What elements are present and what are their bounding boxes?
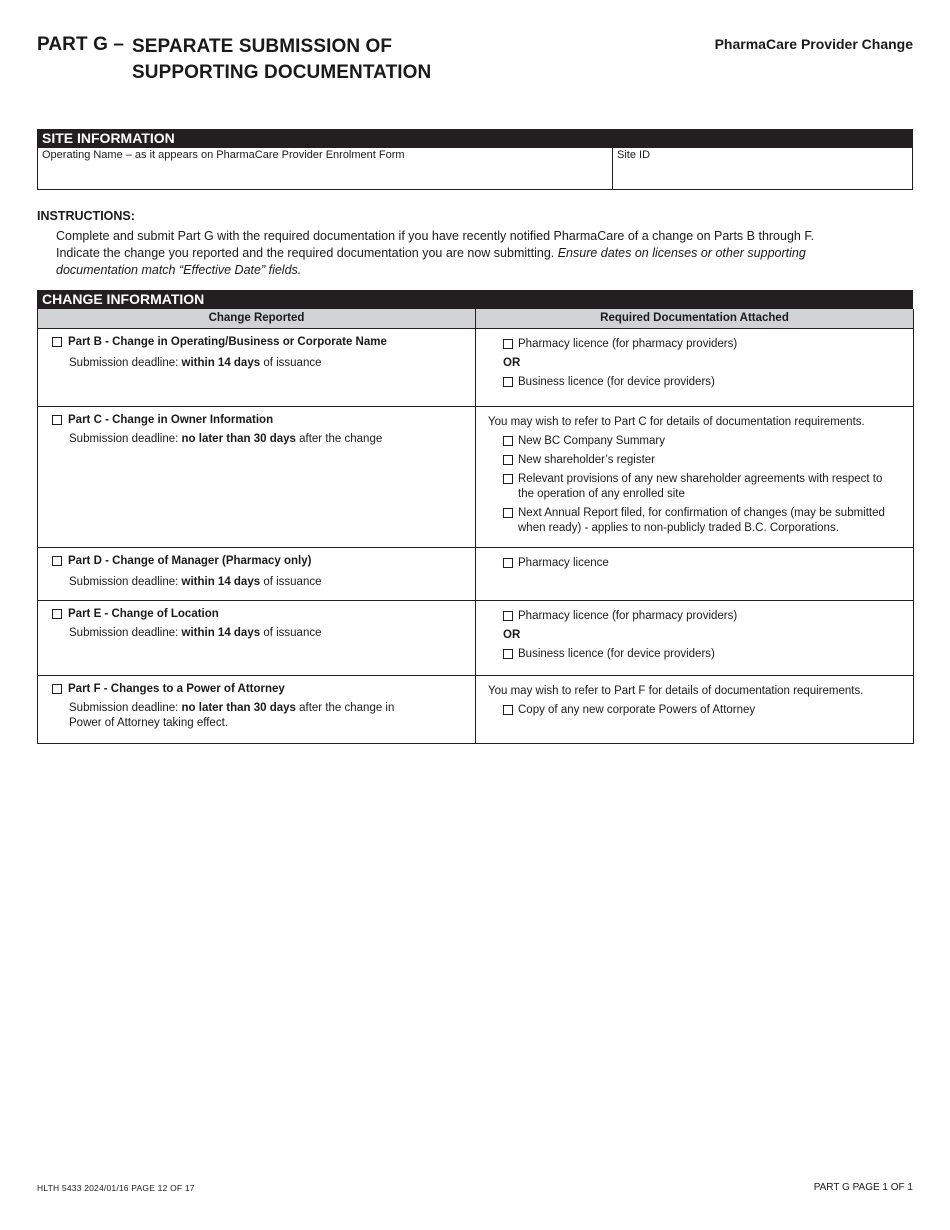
deadline-emphasis: within 14 days xyxy=(181,626,261,639)
part-d-checkbox[interactable] xyxy=(52,556,62,566)
page-title-line2: SUPPORTING DOCUMENTATION xyxy=(132,62,432,83)
doc-label: Pharmacy licence xyxy=(518,556,609,569)
site-id-label: Site ID xyxy=(617,149,651,161)
change-cell-part-b xyxy=(38,328,476,406)
doc-option[interactable] xyxy=(503,472,903,502)
deadline-emphasis: within 14 days xyxy=(181,356,261,369)
table-header-row xyxy=(38,309,914,328)
doc-option[interactable] xyxy=(503,434,903,449)
doc-checkbox[interactable] xyxy=(503,705,513,715)
site-id-field[interactable] xyxy=(613,148,912,189)
doc-label: Pharmacy licence (for pharmacy providers) xyxy=(518,609,738,622)
page-title-line1: SEPARATE SUBMISSION OF xyxy=(132,36,393,57)
instructions-heading: INSTRUCTIONS: xyxy=(37,209,135,223)
doc-label: Copy of any new corporate Powers of Attorney xyxy=(518,703,756,716)
instructions-line2 xyxy=(56,245,876,279)
doc-checkbox[interactable] xyxy=(503,474,513,484)
instructions-line2-text: Indicate the change you reported and the required documentation you are now submitting. xyxy=(56,246,558,260)
deadline-prefix: Submission deadline: xyxy=(69,356,182,369)
instructions-body xyxy=(56,228,876,279)
doc-label: Business licence (for device providers) xyxy=(518,647,715,660)
deadline-emphasis: no later than 30 days xyxy=(181,701,296,714)
operating-name-label: Operating Name – as it appears on PharmaCare Provider Enrolment Form xyxy=(42,149,405,161)
deadline-rest: of issuance xyxy=(260,356,322,369)
doc-checkbox[interactable] xyxy=(503,436,513,446)
part-label: PART G – xyxy=(37,34,125,55)
doc-label: New BC Company Summary xyxy=(518,434,665,447)
docs-cell-part-c xyxy=(476,406,914,547)
column-header-required-documentation: Required Documentation Attached xyxy=(476,309,914,328)
part-e-option[interactable] xyxy=(52,607,465,622)
part-c-note: You may wish to refer to Part C for details of documentation requirements. xyxy=(488,415,865,428)
docs-cell-part-b xyxy=(476,328,914,406)
part-d-label: Part D - Change of Manager (Pharmacy only) xyxy=(68,554,312,567)
table-row-part-c xyxy=(38,406,914,547)
docs-cell-part-f xyxy=(476,675,914,743)
deadline-prefix: Submission deadline: xyxy=(69,575,182,588)
doc-option[interactable] xyxy=(503,506,903,536)
docs-cell-part-e xyxy=(476,600,914,675)
part-e-checkbox[interactable] xyxy=(52,609,62,619)
doc-option[interactable] xyxy=(503,647,903,662)
or-label: OR xyxy=(503,356,521,369)
table-row-part-b xyxy=(38,328,914,406)
doc-option[interactable] xyxy=(503,375,903,390)
doc-checkbox[interactable] xyxy=(503,377,513,387)
doc-option[interactable] xyxy=(503,703,903,718)
part-f-label: Part F - Changes to a Power of Attorney xyxy=(68,682,285,695)
doc-checkbox[interactable] xyxy=(503,339,513,349)
page-header xyxy=(37,34,913,94)
part-c-deadline xyxy=(69,432,465,447)
doc-label: Business licence (for device providers) xyxy=(518,375,715,388)
doc-checkbox[interactable] xyxy=(503,558,513,568)
or-label: OR xyxy=(503,628,521,641)
change-information-section xyxy=(37,290,913,744)
part-f-option[interactable] xyxy=(52,682,465,697)
part-e-deadline xyxy=(69,626,465,641)
doc-option[interactable] xyxy=(503,337,903,352)
instructions-line1: Complete and submit Part G with the required documentation if you have recently notified PharmaCare of a change on Parts B through F. xyxy=(56,229,815,243)
column-header-change-reported: Change Reported xyxy=(38,309,476,328)
doc-checkbox[interactable] xyxy=(503,508,513,518)
doc-label: Pharmacy licence (for pharmacy providers) xyxy=(518,337,738,350)
part-b-label: Part B - Change in Operating/Business or Corporate Name xyxy=(68,335,387,348)
form-number-footer: HLTH 5433 2024/01/16 PAGE 12 OF 17 xyxy=(37,1183,195,1193)
instructions-section xyxy=(37,209,913,279)
deadline-prefix: Submission deadline: xyxy=(69,432,182,445)
operating-name-field[interactable] xyxy=(38,148,613,189)
part-f-checkbox[interactable] xyxy=(52,684,62,694)
part-b-option[interactable] xyxy=(52,335,465,350)
change-cell-part-f xyxy=(38,675,476,743)
doc-label: Relevant provisions of any new shareholder agreements with respect to the operation of any enrolled site xyxy=(518,472,883,500)
deadline-prefix: Submission deadline: xyxy=(69,701,182,714)
change-cell-part-c xyxy=(38,406,476,547)
doc-option[interactable] xyxy=(503,609,903,624)
deadline-prefix: Submission deadline: xyxy=(69,626,182,639)
site-information-heading: SITE INFORMATION xyxy=(37,129,913,148)
part-f-note: You may wish to refer to Part F for details of documentation requirements. xyxy=(488,684,864,697)
doc-label: Next Annual Report filed, for confirmation of changes (may be submitted when ready) - applies to non-publicly traded B.C. Corporations. xyxy=(518,506,885,534)
part-f-deadline xyxy=(69,701,409,731)
part-e-label: Part E - Change of Location xyxy=(68,607,219,620)
change-cell-part-e xyxy=(38,600,476,675)
part-d-deadline xyxy=(69,575,465,590)
page-number-footer: PART G PAGE 1 OF 1 xyxy=(813,1182,913,1193)
deadline-emphasis: no later than 30 days xyxy=(181,432,296,445)
deadline-rest: of issuance xyxy=(260,626,322,639)
site-information-row xyxy=(37,148,913,190)
table-row-part-f xyxy=(38,675,914,743)
part-c-option[interactable] xyxy=(52,413,465,428)
part-b-deadline xyxy=(69,356,465,371)
table-row-part-d xyxy=(38,547,914,600)
deadline-rest: after the change xyxy=(295,432,383,445)
change-information-heading: CHANGE INFORMATION xyxy=(37,290,913,309)
form-name: PharmaCare Provider Change xyxy=(714,36,913,52)
instructions-line2-italic: Ensure dates on licenses or other supporting documentation match “Effective Date” fields. xyxy=(56,246,806,277)
change-cell-part-d xyxy=(38,547,476,600)
doc-checkbox[interactable] xyxy=(503,455,513,465)
doc-checkbox[interactable] xyxy=(503,649,513,659)
deadline-rest: after the change in Power of Attorney taking effect. xyxy=(69,701,395,729)
change-table xyxy=(37,309,914,744)
docs-cell-part-d xyxy=(476,547,914,600)
page-title xyxy=(132,34,431,86)
doc-option[interactable] xyxy=(503,556,903,571)
doc-checkbox[interactable] xyxy=(503,611,513,621)
table-row-part-e xyxy=(38,600,914,675)
doc-option[interactable] xyxy=(503,453,903,468)
part-b-checkbox[interactable] xyxy=(52,337,62,347)
deadline-emphasis: within 14 days xyxy=(181,575,261,588)
deadline-rest: of issuance xyxy=(260,575,322,588)
doc-label: New shareholder’s register xyxy=(518,453,656,466)
part-c-label: Part C - Change in Owner Information xyxy=(68,413,274,426)
part-d-option[interactable] xyxy=(52,554,465,569)
site-information-section xyxy=(37,129,913,190)
part-c-checkbox[interactable] xyxy=(52,415,62,425)
